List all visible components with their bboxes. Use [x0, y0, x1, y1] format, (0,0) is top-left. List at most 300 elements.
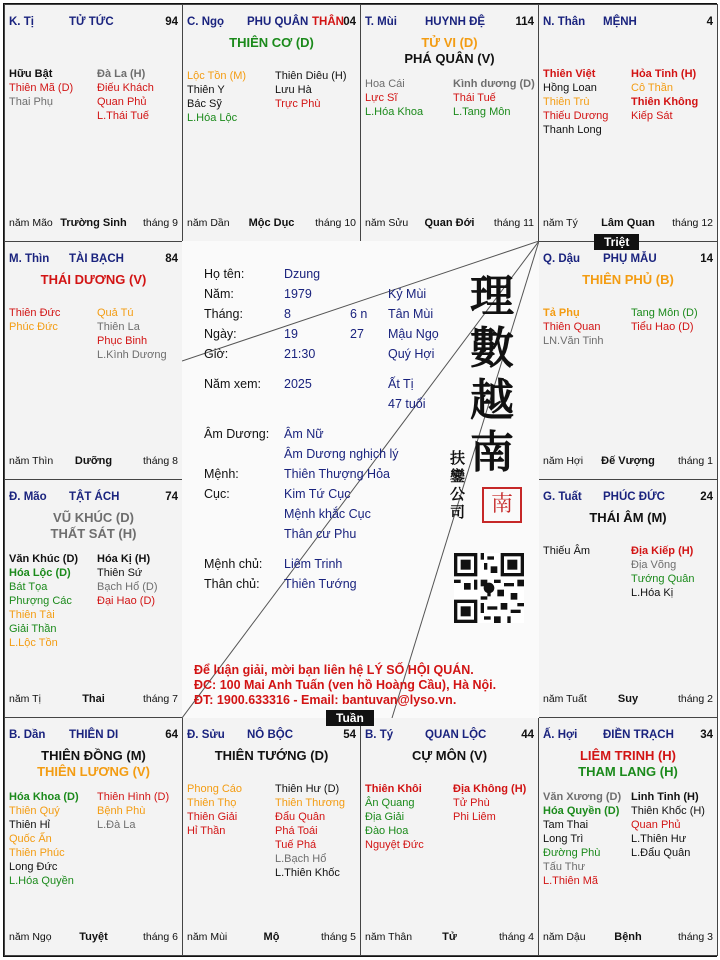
calligraphy-title — [470, 271, 514, 479]
palace-month: tháng 7 — [142, 693, 178, 705]
main-star: CỰ MÔN (V) — [411, 748, 488, 763]
minor-star: Hóa Quyền (D) — [543, 805, 620, 817]
minor-star: Nguyệt Đức — [365, 839, 424, 851]
value-year: 1979 — [284, 287, 312, 301]
palace-footer — [9, 693, 178, 707]
minor-star: Phượng Các — [9, 595, 72, 607]
palace-footer — [365, 217, 534, 231]
minor-star: Hữu Bật — [9, 68, 53, 80]
palace-phase: Dưỡng — [74, 455, 113, 467]
main-stars — [183, 748, 360, 764]
value-hour-can: Quý Hợi — [388, 347, 435, 361]
palace-month: tháng 10 — [315, 217, 356, 229]
palace-phase: Mộ — [263, 931, 280, 943]
minor-star: Thiên Quý — [9, 805, 60, 817]
minor-star: Tam Thai — [543, 819, 589, 831]
minor-star: Phi Liêm — [453, 811, 496, 823]
minor-star: Cô Thần — [631, 82, 673, 94]
palace-ty — [360, 717, 539, 956]
palace-mao — [4, 479, 183, 718]
palace-header — [187, 16, 356, 30]
value-amduong2: Âm Dương nghịch lý — [284, 447, 399, 461]
minor-stars-right — [97, 790, 169, 832]
minor-star: Long Trì — [543, 833, 584, 845]
main-star: THAM LANG (H) — [578, 764, 678, 779]
palace-phase: Bệnh — [614, 931, 642, 943]
label-than-chu: Thân chủ: — [204, 577, 260, 591]
minor-star: Tả Phụ — [543, 307, 580, 319]
minor-star: Tiểu Hao (D) — [631, 321, 694, 333]
main-stars — [361, 35, 538, 67]
palace-year: năm Mão — [9, 217, 53, 229]
palace-month: tháng 1 — [677, 455, 713, 467]
minor-star: Thiên Phúc — [9, 847, 65, 859]
palace-year: năm Thìn — [9, 455, 54, 467]
palace-mui — [360, 4, 539, 242]
minor-star: Lực Sĩ — [365, 92, 398, 104]
value-day-extra: 27 — [350, 327, 364, 341]
main-star: THÁI ÂM (M) — [589, 510, 667, 525]
minor-star: L.Hóa Kị — [631, 587, 674, 599]
minor-star: L.Thiên Khốc — [275, 867, 340, 879]
minor-star: Địa Giải — [365, 811, 405, 823]
palace-branch: G. Tuất — [543, 491, 582, 503]
main-star: VŨ KHÚC (D) — [53, 510, 134, 525]
minor-star: Thiên Hư (D) — [275, 783, 340, 795]
palace-month: tháng 4 — [498, 931, 534, 943]
label-amduong: Âm Dương: — [204, 427, 270, 441]
minor-stars-left — [543, 790, 621, 888]
minor-star: Hỏa Tinh (H) — [631, 68, 697, 80]
minor-star: L.Bạch Hổ — [275, 853, 327, 865]
minor-star: Lộc Tồn (M) — [187, 70, 247, 82]
value-hour: 21:30 — [284, 347, 316, 361]
minor-stars-right — [631, 790, 705, 860]
minor-star: Thiên Trù — [543, 96, 590, 108]
minor-star: Tuế Phá — [275, 839, 317, 851]
minor-star: Thiên Thương — [275, 797, 346, 809]
palace-header — [365, 729, 534, 743]
palace-footer — [9, 931, 178, 945]
palace-branch: Đ. Sửu — [187, 729, 225, 741]
palace-age-number: 34 — [700, 729, 713, 741]
main-star: LIÊM TRINH (H) — [579, 748, 677, 763]
minor-stars-left — [543, 67, 608, 137]
palace-branch: C. Ngọ — [187, 16, 225, 28]
palace-header — [9, 729, 178, 743]
palace-footer — [187, 931, 356, 945]
minor-star: Trực Phù — [275, 98, 321, 110]
main-star: THIÊN ĐỒNG (M) — [41, 748, 146, 763]
palace-phase: Mộc Dục — [248, 217, 295, 229]
minor-star: Hỉ Thần — [187, 825, 226, 837]
palace-footer — [9, 455, 178, 469]
minor-star: Thiên Quan — [543, 321, 601, 333]
minor-stars-right — [453, 782, 526, 824]
value-menh-chu: Liêm Trinh — [284, 557, 343, 571]
palace-age-number: 24 — [700, 491, 713, 503]
minor-star: Thiên Diêu (H) — [275, 70, 347, 82]
minor-star: L.Lộc Tồn — [9, 637, 58, 649]
main-stars — [5, 510, 182, 542]
palace-phase: Lâm Quan — [601, 217, 655, 229]
minor-star: Thiên Hỉ — [9, 819, 50, 831]
minor-star: Thiếu Dương — [543, 110, 609, 122]
value-age: 47 tuổi — [388, 397, 426, 411]
minor-star: Thiên Không — [631, 96, 699, 108]
minor-star: Hóa Lộc (D) — [9, 567, 71, 579]
palace-footer — [9, 217, 178, 231]
palace-month: tháng 2 — [677, 693, 713, 705]
value-name: Dzung — [284, 267, 321, 281]
main-star: THIÊN PHỦ (B) — [582, 272, 674, 287]
minor-star: L.Thiên Mã — [543, 875, 599, 887]
minor-star: Văn Xương (D) — [543, 791, 622, 803]
minor-star: Quan Phủ — [631, 819, 681, 831]
palace-branch: N. Thân — [543, 16, 586, 28]
minor-star: L.Hóa Khoa — [365, 106, 424, 118]
palace-year: năm Tuất — [543, 693, 587, 705]
main-star: THIÊN LƯƠNG (V) — [37, 764, 150, 779]
palace-dau — [538, 241, 718, 480]
palace-footer — [543, 931, 713, 945]
palace-branch: Q. Dậu — [543, 253, 581, 265]
minor-star: Bạch Hổ (D) — [97, 581, 158, 593]
palace-name: THIÊN DI — [69, 729, 119, 741]
palace-age-number: 44 — [521, 729, 534, 741]
main-stars — [539, 510, 717, 526]
palace-phase: Tuyệt — [79, 931, 108, 943]
palace-name: HUYNH ĐỆ — [425, 16, 486, 28]
minor-stars-left — [9, 306, 60, 334]
calli-small-char: 司 — [450, 503, 466, 521]
minor-star: Bác Sỹ — [187, 98, 222, 110]
minor-star: Tướng Quân — [631, 573, 695, 585]
palace-age-number: 54 — [343, 729, 356, 741]
value-amduong: Âm Nữ — [284, 427, 324, 441]
main-stars — [361, 748, 538, 764]
palace-than — [538, 4, 718, 242]
minor-star: Quan Phủ — [97, 96, 147, 108]
palace-month: tháng 12 — [672, 217, 713, 229]
minor-stars-right — [631, 67, 698, 123]
label-menh: Mệnh: — [204, 467, 239, 481]
main-star: PHÁ QUÂN (V) — [404, 51, 495, 66]
minor-star: L.Tang Môn — [453, 106, 511, 118]
contact-block — [194, 663, 496, 708]
palace-phase: Suy — [617, 693, 639, 705]
than-marker: THÂN — [312, 16, 344, 28]
minor-stars-left — [187, 69, 246, 125]
minor-star: Hóa Kị (H) — [97, 553, 151, 565]
minor-star: Tử Phù — [453, 797, 490, 809]
minor-star: Thiếu Âm — [543, 545, 591, 557]
calli-char: 越 — [470, 375, 514, 426]
palace-month: tháng 11 — [493, 217, 534, 229]
palace-age-number: 04 — [343, 16, 356, 28]
palace-year: năm Mùi — [187, 931, 228, 943]
palace-ngo — [182, 4, 361, 242]
main-stars — [539, 272, 717, 288]
palace-branch: K. Tị — [9, 16, 34, 28]
minor-stars-left — [9, 790, 79, 888]
palace-name: TẬT ÁCH — [69, 491, 120, 503]
main-star: THÁI DƯƠNG (V) — [40, 272, 147, 287]
minor-star: Phá Toái — [275, 825, 318, 837]
minor-stars-right — [275, 782, 345, 880]
palace-footer — [365, 931, 534, 945]
value-view-can: Ất Tị — [388, 377, 414, 391]
label-view-year: Năm xem: — [204, 377, 261, 391]
minor-star: L.Đẩu Quân — [631, 847, 691, 859]
minor-star: Linh Tinh (H) — [631, 791, 699, 803]
palace-branch: B. Tý — [365, 729, 394, 741]
minor-star: Hoa Cái — [365, 78, 405, 90]
main-star: THẤT SÁT (H) — [50, 526, 137, 541]
triet-tag: Triệt — [594, 234, 639, 250]
minor-stars-right — [631, 544, 695, 600]
minor-star: Phúc Đức — [9, 321, 58, 333]
minor-stars-right — [631, 306, 698, 334]
palace-name: TÀI BẠCH — [69, 253, 124, 265]
palace-month: tháng 3 — [677, 931, 713, 943]
palace-name: QUAN LỘC — [425, 729, 487, 741]
value-day-can: Mậu Ngọ — [388, 327, 439, 341]
main-star: THIÊN CƠ (D) — [229, 35, 314, 50]
contact-line3[interactable]: ĐT: 1900.633316 - Email: bantuvan@lyso.vn. — [194, 693, 457, 707]
palace-ti — [4, 4, 183, 242]
value-day: 19 — [284, 327, 298, 341]
minor-star: Quốc Ấn — [9, 833, 52, 845]
palace-suu — [182, 717, 361, 956]
minor-star: Kình dương (D) — [453, 78, 535, 90]
palace-hoi — [538, 717, 718, 956]
palace-branch: Đ. Mão — [9, 491, 47, 503]
minor-star: Thai Phụ — [9, 96, 54, 108]
minor-star: Bệnh Phù — [97, 805, 146, 817]
palace-name: NÔ BỘC — [247, 729, 293, 741]
main-star: TỬ VI (D) — [421, 35, 478, 50]
minor-star: Thiên Khốc (H) — [631, 805, 705, 817]
minor-star: L.Thiên Hư — [631, 833, 687, 845]
minor-stars-right — [275, 69, 347, 111]
minor-star: Kiếp Sát — [631, 110, 673, 122]
palace-name: TỬ TỨC — [69, 16, 114, 28]
minor-stars-left — [543, 544, 590, 558]
palace-month: tháng 9 — [142, 217, 178, 229]
palace-age-number: 74 — [165, 491, 178, 503]
palace-footer — [187, 217, 356, 231]
main-star: THIÊN TƯỚNG (D) — [214, 748, 329, 763]
palace-phase: Trường Sinh — [60, 217, 127, 229]
main-stars — [539, 748, 717, 780]
minor-star: Thiên Giải — [187, 811, 238, 823]
palace-age-number: 64 — [165, 729, 178, 741]
palace-header — [543, 16, 713, 30]
minor-stars-left — [9, 67, 73, 109]
palace-phase: Tử — [442, 931, 457, 943]
minor-star: Thái Tuế — [453, 92, 496, 104]
minor-star: Tang Môn (D) — [631, 307, 698, 319]
palace-branch: T. Mùi — [365, 16, 397, 28]
palace-age-number: 114 — [515, 16, 534, 28]
palace-age-number: 94 — [165, 16, 178, 28]
palace-header — [9, 491, 178, 505]
palace-age-number: 14 — [700, 253, 713, 265]
minor-stars-left — [365, 77, 423, 119]
minor-star: Tấu Thư — [543, 861, 586, 873]
minor-star: Thiên Y — [187, 84, 225, 96]
palace-header — [9, 16, 178, 30]
palace-dan — [4, 717, 183, 956]
minor-star: Đẩu Quân — [275, 811, 326, 823]
minor-star: Đại Hao (D) — [97, 595, 156, 607]
palace-name: PHU QUÂN — [247, 16, 309, 28]
palace-year: năm Sửu — [365, 217, 409, 229]
minor-stars-left — [9, 552, 78, 650]
minor-star: Quả Tú — [97, 307, 134, 319]
palace-footer — [543, 455, 713, 469]
minor-star: L.Hóa Quyền — [9, 875, 74, 887]
minor-star: Phong Cáo — [187, 783, 243, 795]
calli-char: 南 — [470, 427, 514, 478]
value-month: 8 — [284, 307, 291, 321]
label-menh-chu: Mệnh chủ: — [204, 557, 263, 571]
palace-thin — [4, 241, 183, 480]
qr-code[interactable] — [454, 553, 524, 623]
palace-year: năm Thân — [365, 931, 413, 943]
center-info-panel — [182, 241, 539, 718]
minor-star: Đường Phù — [543, 847, 601, 859]
minor-star: Ân Quang — [365, 797, 415, 809]
palace-name: PHỤ MẪU — [603, 253, 657, 265]
minor-star: Thiên Thọ — [187, 797, 237, 809]
palace-phase: Quan Đới — [424, 217, 475, 229]
palace-branch: Ấ. Hợi — [543, 729, 578, 741]
minor-stars-left — [187, 782, 242, 838]
minor-star: Thiên Sứ — [97, 567, 143, 579]
minor-star: Thiên Hình (D) — [97, 791, 170, 803]
minor-stars-left — [543, 306, 604, 348]
minor-star: Giải Thần — [9, 623, 57, 635]
contact-line2: ĐC: 100 Mai Anh Tuấn (ven hồ Hoàng Cầu), Hà Nội. — [194, 678, 497, 692]
minor-star: Địa Không (H) — [453, 783, 527, 795]
main-stars — [5, 272, 182, 288]
palace-branch: B. Dần — [9, 729, 46, 741]
tuan-tag: Tuần — [326, 710, 374, 726]
label-name: Họ tên: — [204, 267, 245, 281]
palace-name: PHÚC ĐỨC — [603, 491, 665, 503]
calli-small-char: 鑾 — [450, 467, 466, 485]
minor-star: Địa Võng — [631, 559, 677, 571]
palace-header — [187, 729, 356, 743]
minor-star: Thanh Long — [543, 124, 602, 136]
minor-star: L.Đà La — [97, 819, 136, 831]
palace-branch: M. Thìn — [9, 253, 50, 265]
minor-stars-left — [365, 782, 424, 852]
red-seal: 南 — [482, 487, 522, 523]
minor-star: Địa Kiếp (H) — [631, 545, 694, 557]
palace-age-number: 84 — [165, 253, 178, 265]
palace-year: năm Hợi — [543, 455, 584, 467]
minor-stars-right — [97, 306, 167, 362]
label-cuc: Cục: — [204, 487, 230, 501]
value-cuc2: Mệnh khắc Cục — [284, 507, 371, 521]
palace-header — [9, 253, 178, 267]
palace-month: tháng 5 — [320, 931, 356, 943]
value-menh: Thiên Thượng Hỏa — [284, 467, 390, 481]
palace-year: năm Dậu — [543, 931, 586, 943]
label-hour: Giờ: — [204, 347, 229, 361]
minor-star: L.Thái Tuế — [97, 110, 149, 122]
label-year: Năm: — [204, 287, 234, 301]
minor-star: Thiên Đức — [9, 307, 61, 319]
label-month: Tháng: — [204, 307, 243, 321]
palace-year: năm Dần — [187, 217, 230, 229]
palace-tuat — [538, 479, 718, 718]
palace-year: năm Tý — [543, 217, 578, 229]
palace-header — [365, 16, 534, 30]
palace-footer — [543, 693, 713, 707]
main-stars — [183, 35, 360, 51]
palace-header — [543, 491, 713, 505]
label-day: Ngày: — [204, 327, 237, 341]
minor-star: L.Kình Dương — [97, 349, 167, 361]
minor-star: Thiên Việt — [543, 68, 596, 80]
palace-year: năm Ngọ — [9, 931, 52, 943]
calligraphy-small — [450, 449, 465, 521]
value-month-extra: 6 n — [350, 307, 368, 321]
calli-small-char: 扶 — [450, 449, 466, 467]
minor-star: Đào Hoa — [365, 825, 409, 837]
palace-phase: Đế Vượng — [601, 455, 655, 467]
minor-star: Thiên Mã (D) — [9, 82, 74, 94]
value-year-can: Kỷ Mùi — [388, 287, 427, 301]
calli-char: 數 — [470, 323, 514, 374]
minor-stars-right — [453, 77, 535, 119]
minor-star: L.Hóa Lộc — [187, 112, 238, 124]
minor-star: Văn Khúc (D) — [9, 553, 79, 565]
palace-header — [543, 729, 713, 743]
calli-char: 理 — [470, 271, 514, 322]
palace-phase: Thai — [82, 693, 105, 705]
minor-stars-right — [97, 552, 158, 608]
value-cuc: Kim Tứ Cục — [284, 487, 351, 501]
minor-star: Hóa Khoa (D) — [9, 791, 79, 803]
minor-star: Phục Binh — [97, 335, 148, 347]
minor-star: Long Đức — [9, 861, 58, 873]
minor-star: Điếu Khách — [97, 82, 154, 94]
palace-header — [543, 253, 713, 267]
palace-year: năm Tị — [9, 693, 41, 705]
minor-star: Thiên Tài — [9, 609, 55, 621]
minor-star: Hồng Loan — [543, 82, 597, 94]
palace-footer — [543, 217, 713, 231]
calli-small-char: 公 — [450, 485, 466, 503]
contact-line1: Để luận giải, mời bạn liên hệ LÝ SỐ HỘI QUÁN. — [194, 663, 474, 677]
minor-stars-right — [97, 67, 154, 123]
value-than-chu: Thiên Tướng — [284, 577, 357, 591]
minor-star: Thiên Khôi — [365, 783, 422, 795]
minor-star: Thiên La — [97, 321, 140, 333]
palace-month: tháng 6 — [142, 931, 178, 943]
value-view-year: 2025 — [284, 377, 312, 391]
palace-month: tháng 8 — [142, 455, 178, 467]
value-cuc3: Thân cư Phu — [284, 527, 357, 541]
palace-name: ĐIỀN TRẠCH — [603, 729, 674, 741]
horoscope-chart — [3, 3, 717, 957]
main-stars — [5, 748, 182, 780]
